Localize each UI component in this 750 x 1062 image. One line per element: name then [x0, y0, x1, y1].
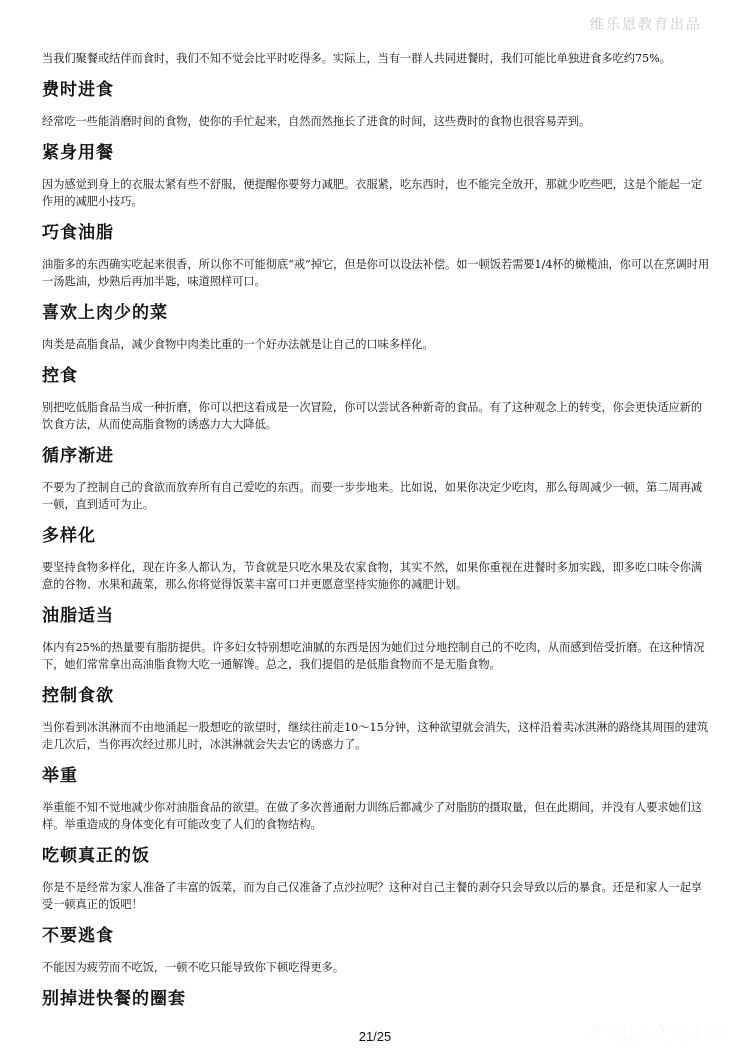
- section-10: [42, 765, 712, 833]
- section-heading: 循序渐进: [42, 446, 114, 466]
- section-heading: 吃顿真正的饭: [42, 846, 150, 866]
- section-paragraph: 不能因为疲劳而不吃饭，一顿不吃只能导致你下顿吃得更多。: [42, 961, 345, 974]
- section-9: [42, 685, 712, 753]
- section-heading: 油脂适当: [42, 606, 114, 626]
- section-heading: 举重: [42, 766, 78, 786]
- section-heading: 费时进食: [42, 80, 114, 100]
- section-paragraph: 不要为了控制自己的食欲而放弃所有自己爱吃的东西。而要一步步地来。比如说，如果你决定少吃肉，那么每周减少一顿，第二周再减一顿，直到适可为止。: [42, 481, 703, 511]
- section-1: [42, 79, 712, 130]
- section-paragraph: 要坚持食物多样化，现在许多人都认为，节食就是只吃水果及农家食物，其实不然，如果你重视在进餐时多加实践，即多吃口味令你满意的谷物、水果和蔬菜，那么你将觉得饭菜丰富可口并更愿意坚持实施你的减肥计划。: [42, 561, 703, 591]
- section-paragraph: 体内有25%的热量要有脂肪提供。许多妇女特别想吃油腻的东西是因为她们过分地控制自己的不吃肉，从而感到倍受折磨。在这种情况下，她们常常拿出高油脂食物大吃一通解馋。总之，我们提倡的是低脂食物而不是无脂食物。: [42, 641, 705, 671]
- section-paragraph: 因为感觉到身上的衣服太紧有些不舒服，便提醒你要努力减肥。衣服紧，吃东西时，也不能完全放开，那就少吃些吧，这是个能起一定作用的减肥小技巧。: [42, 178, 703, 208]
- section-paragraph: 你是不是经常为家人准备了丰富的饭菜，而为自己仅准备了点沙拉呢？这种对自己主餐的剥夺只会导致以后的暴食。还是和家人一起享受一顿真正的饭吧！: [42, 881, 703, 911]
- section-heading: 控制食欲: [42, 686, 114, 706]
- section-heading: 控食: [42, 366, 78, 386]
- document-body: [42, 50, 712, 1022]
- section-7: [42, 525, 712, 593]
- section-heading: 喜欢上肉少的菜: [42, 303, 168, 323]
- section-paragraph: 肉类是高脂食品，减少食物中肉类比重的一个好办法就是让自己的口味多样化。: [42, 338, 434, 351]
- section-paragraph: 经常吃一些能消磨时间的食物，使你的手忙起来，自然而然拖长了进食的时间，这些费时的食物也很容易弄到。: [42, 115, 591, 128]
- section-6: [42, 445, 712, 513]
- section-5: [42, 365, 712, 433]
- section-heading: 多样化: [42, 526, 96, 546]
- section-2: [42, 142, 712, 210]
- section-paragraph: 举重能不知不觉地减少你对油脂食品的欲望。在做了多次普通耐力训练后都减少了对脂肪的摄取量，但在此期间，并没有人要求她们这样。举重造成的身体变化有可能改变了人们的食物结构。: [42, 801, 703, 831]
- section-heading: 紧身用餐: [42, 143, 114, 163]
- footer-watermark-logo: 维乐恩教育出品: [587, 1023, 728, 1045]
- header-watermark: 维乐恩教育出品: [590, 17, 702, 33]
- section-paragraph: 油脂多的东西确实吃起来很香，所以你不可能彻底“戒”掉它，但是你可以设法补偿。如一顿饭若需要1/4杯的橄榄油，你可以在烹调时用一汤匙油，炒熟后再加半匙，味道照样可口。: [42, 258, 710, 288]
- intro-paragraph: 当我们聚餐或结伴而食时，我们不知不觉会比平时吃得多。实际上，当有一群人共同进餐时，我们可能比单独进食多吃约75%。: [42, 52, 671, 65]
- section-heading: 巧食油脂: [42, 223, 114, 243]
- section-paragraph: 别把吃低脂食品当成一种折磨，你可以把这看成是一次冒险，你可以尝试各种新奇的食品。有了这种观念上的转变，你会更快适应新的饮食方法，从而使高脂食物的诱惑力大大降低。: [42, 401, 703, 431]
- section-heading: 别掉进快餐的圈套: [42, 989, 186, 1009]
- section-13: [42, 988, 712, 1010]
- section-heading: 不要逃食: [42, 926, 114, 946]
- page-number: 21/25: [358, 1029, 392, 1044]
- section-8: [42, 605, 712, 673]
- section-12: [42, 925, 712, 976]
- section-3: [42, 222, 712, 290]
- section-paragraph: 当你看到冰淇淋而不由地涌起一股想吃的欲望时，继续往前走10～15分钟，这种欲望就会消失，这样沿着卖冰淇淋的路绕其周围的建筑走几次后，当你再次经过那儿时，冰淇淋就会失去它的诱惑力了。: [42, 721, 709, 751]
- section-4: [42, 302, 712, 353]
- section-11: [42, 845, 712, 913]
